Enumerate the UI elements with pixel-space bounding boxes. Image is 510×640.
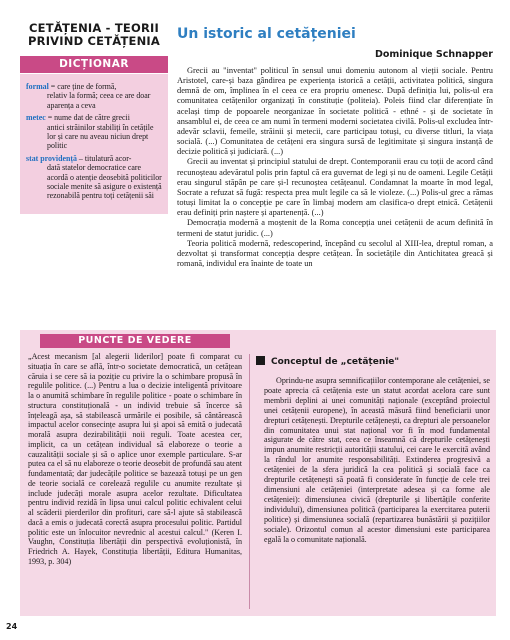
concept-heading xyxy=(256,356,488,368)
points-of-view-quote: „Acest mecanism [al alegerii liderilor] poate fi comparat cu situația în care se află, într-o societate democratică, un cetățean căruia i se cere să ia poziție cu privire la o schimbare propusă în regulile politice. (...) Pentru a lua o decizie inteligentă privitoare la o anumită schimbare în regulile politice - poate o schimbare în structura constituțională - un individ trebuie să încerce să înțeleagă așa, să stabilească urmările ei posibile, să cântărească impactul acelor consecințe asupra lui și apoi să emită o judecată morală asupra dezirabilității noii reguli. Toate acestea cer, implicit, ca un cetățean individual să elaboreze o teorie a cauzalității sociale și să o aplice unor exemple particulare. S-ar putea ca el să nu elaboreze o teorie deosebit de profundă sau atent fundamentată; dar judecățile politice se bazează totuși pe un gen de teorie socială ce corelează regulile cu anumite rezultate și include judecăți morale asupra acelor rezultate. Dificultatea pentru individ rezidă în lipsa unui calcul politic echivalent celui al scăderii pierderilor din profituri, care să-l ajute să stabilească dacă a emis o judecată corectă asupra procesului politic. Partidul politic este un înlocuitor nevrednic al acestui calcul." (Keren I. Vaughn, Constituția libertății din perspectivă evoluționistă, în Friedrich A. Hayek, Constituția libertății, Editura Humanitas, 1993, p. 304) xyxy=(28,352,242,566)
dictionary-entry xyxy=(26,82,162,110)
dictionary-term: formal xyxy=(26,82,49,91)
article xyxy=(177,26,493,316)
page-number: 24 xyxy=(6,622,18,631)
bottom-panel xyxy=(20,330,496,616)
dictionary-header: DICȚIONAR xyxy=(20,56,168,73)
chapter-title xyxy=(20,22,168,48)
dictionary-term: stat providență xyxy=(26,153,77,163)
dictionary-definition-rest: relativ la formă; ceea ce are doar aparența a ceva xyxy=(47,91,151,110)
article-title: Un istoric al cetățeniei xyxy=(177,26,356,42)
dictionary-entry xyxy=(26,154,162,201)
dictionary-term: metec xyxy=(26,113,46,123)
dictionary-definition: = care ține de formă, xyxy=(48,82,117,91)
dictionary-definition-rest: dată statelor democratice care acordă o atenție deosebită politicilor sociale menite să asigure o existență rezonabilă pentru toți cetățenii săi xyxy=(47,163,162,201)
chapter-title-line: CETĂȚENIA - TEORII xyxy=(29,21,159,35)
article-paragraph: Democrația modernă a moștenit de la Roma concepția unei cetățenii de acum definită în termeni de statut juridic. (...) xyxy=(177,218,493,238)
concept-body xyxy=(264,376,490,544)
article-author: Dominique Schnapper xyxy=(374,49,493,60)
chapter-title-line: PRIVIND CETĂȚENIA xyxy=(28,34,160,48)
dictionary-definition: = nume dat de către grecii xyxy=(45,113,130,123)
dictionary-definition-rest: antici străinilor stabiliți în cetățile lor și care nu aveau niciun drept politic xyxy=(47,122,154,151)
column-divider xyxy=(249,354,250,609)
article-paragraph: Teoria politică modernă, redescoperind, începând cu secolul al XIII-lea, dreptul roman, a dezvoltat și transformat concepția despre cetățean. În societățile din Antichitatea greacă și romană, individul era înainte de toate un xyxy=(177,238,493,268)
dictionary-box xyxy=(20,74,168,214)
article-paragraph: Grecii au "inventat" politicul în sensul unui domeniu autonom al vieții sociale. Pentru Aristotel, care-și baza gândirea pe experiența istorică a cetății, activitatea politică, singura demnă de om, împlinea în el ceea ce era propriu omenesc. După definiția lui, polis-ul era comunitatea cetățenilor organizați în constituție (politeia). Poleis fiind clar diferențiate în același timp de popoarele neorganizae în societate politică - ethné - și de societate în ansamblul ei, de ceea ce am numi în termeni moderni societatea civilă. Polis-ul excludea într-adevăr sclavii, femeile, străinii și metecii, care participau totuși, cu diverse titluri, la viața socială. (...) Comunitatea de cetățeni era singura sursă de legitimitate și singura instanță de decizie politică și judiciară. (...) xyxy=(177,66,493,157)
sidebar xyxy=(20,22,168,214)
dictionary-entry xyxy=(26,113,162,151)
concept-heading-text: Conceptul de „cetățenie" xyxy=(271,357,400,367)
points-of-view-header: PUNCTE DE VEDERE xyxy=(40,334,230,348)
article-paragraph: Grecii au inventat și principiul statului de drept. Contemporanii erau cu toții de acord când recunoșteau adevăratul polis prin faptul că era guvernat de legi și nu de oameni. Legile Cetății erau singurul stăpân pe care și-l recunoștea cetățeanul. Condamnat la moarte în mod legal, Socrate a refuzat să fugă: respecta prea mult legile ca să le violeze. (...) Polis-ul grec a rămas totuși limitat la o concepție pe care în limbaj modern am clasifica-o drept etnică. Cetățenii erau definiți prin naștere și apartenență. (...) xyxy=(177,157,493,218)
dictionary-definition: – titulatură acor- xyxy=(76,153,132,163)
article-body xyxy=(177,66,493,316)
square-bullet-icon xyxy=(256,356,265,365)
concept-paragraph: Oprindu-ne asupra semnificațiilor contemporane ale cetățeniei, se poate aprecia că cetățenia este un statut acordat acelora care sunt membrii deplini ai unei comunități naționale (exceptând proiectul unei cetățenii europene), în această măsură fiind beneficiarii unor drepturi cetățenești. Drepturile cetățenești, ca drepturi ale persoanelor din comunitatea unui stat național vor fi în mod fundamental asigurate de către stat, ceea ce înseamnă că drepturile cetățenești impun anumite restricții autorității statului, cei care le exercită având la rândul lor anumite responsabilități. Extinderea progresivă a cetățeniei de la sfera juridică la cea politică și socială face ca drepturile cetățenești să poată fi considerate în funcție de cele trei dimensiuni ale cetățeniei (interpretate adesea și ca forme ale cetățeniei): dimensiunea civică (drepturile și libertățile conferite individului), dimensiunea politică (participarea la exercitarea puterii politice) și dimensiunea socială (repartizarea bunăstării și pozițiilor sociale). Orizontul comun al acestor dimensiuni este participarea egală la o comunitate națională. xyxy=(264,376,490,544)
